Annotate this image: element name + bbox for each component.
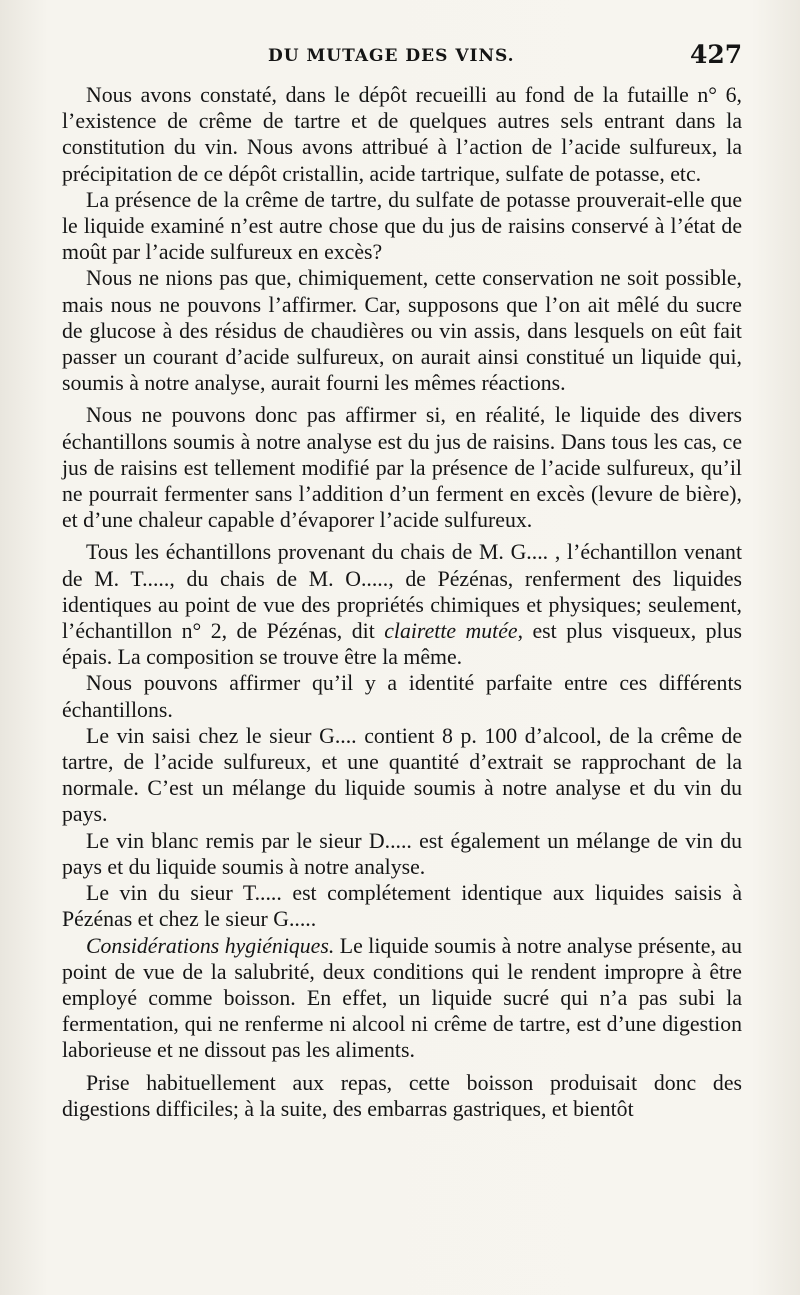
hygiene-text: Le liquide soumis à notre analyse présente, au point de vue de la salubrité, deux conditions qui le rendent impropre à être employé comme boisson. En effet, un liquide sucré qui n’a pas subi la fermentation, qui ne renferme ni alcool ni crême de tartre, est d’une digestion laborieuse et ne dissout pas les aliments. (62, 933, 742, 1063)
running-title: DU MUTAGE DES VINS. (268, 46, 515, 66)
paragraph-sieur-g: Le vin saisi chez le sieur G.... contient 8 p. 100 d’alcool, de la crême de tartre, de l’acide sulfureux, et une quantité d’extrait se rapprochant de la normale. C’est un mélange du liquide soumis à notre analyse et du vin du pays. (62, 723, 742, 827)
paragraph-digestion: Prise habituellement aux repas, cette boisson produisait donc des digestions difficiles; à la suite, des embarras gastriques, et bientôt (62, 1070, 742, 1121)
paragraph-samples (62, 539, 742, 670)
paragraph-hygiene (62, 933, 742, 1064)
samples-text-start: Tous les échantillons provenant du chais de M. G.... , l’échantillon venant de M. T....., du chais de M. O....., de Pézénas, renferment des liquides identiques au point de vue des propriétés chimiques et physiques; seulement, l’échantillon n° 2, de Pézénas, dit (62, 540, 742, 644)
samples-text-end: , est plus visqueux, plus épais. La composition se trouve être la même. (62, 619, 742, 670)
paragraph-tartar-deposit: Nous avons constaté, dans le dépôt recueilli au fond de la futaille n° 6, l’existence de crême de tartre et de quelques autres sels entrant dans la constitution du vin. Nous avons attribué à l’action de l’acide sulfureux, la précipitation de ce dépôt cristallin, acide tartrique, sulfate de potasse, etc. (62, 83, 742, 186)
body-text (62, 82, 742, 1122)
page-number: 427 (690, 40, 743, 69)
paragraph-sieur-d: Le vin blanc remis par le sieur D..... est également un mélange de vin du pays et du liquide soumis à notre analyse. (62, 828, 742, 879)
paragraph-sieur-t: Le vin du sieur T..... est complétement identique aux liquides saisis à Pézénas et chez le sieur G..... (62, 881, 742, 932)
paragraph-identity: Nous pouvons affirmer qu’il y a identité parfaite entre ces différents échantillons. (62, 671, 742, 722)
paragraph-cannot-affirm: Nous ne pouvons donc pas affirmer si, en réalité, le liquide des divers échantillons soumis à notre analyse est du jus de raisins. Dans tous les cas, ce jus de raisins est tellement modifié par la présence de l’acide sulfureux, qu’il ne pourrait fermenter sans l’addition d’un ferment en excès (levure de bière), et d’une chaleur capable d’évaporer l’acide sulfureux. (62, 403, 742, 533)
paragraph-question: La présence de la crême de tartre, du sulfate de potasse prouverait-elle que le liquide examiné n’est autre chose que du jus de raisins conservé à l’état de moût par l’acide sulfureux en excès? (62, 187, 742, 265)
page-header (0, 40, 800, 76)
hygiene-heading: Considérations hygiéniques. (86, 933, 335, 958)
paragraph-chemical-conservation: Nous ne nions pas que, chimiquement, cette conservation ne soit possible, mais nous ne pouvons l’affirmer. Car, supposons que l’on ait mêlé du sucre de glucose à des résidus de chaudières ou vin assis, dans lesquels on eût fait passer un courant d’acide sulfureux, on aurait ainsi constitué un liquide qui, soumis à notre analyse, aurait fourni les mêmes réactions. (62, 266, 742, 396)
clairette-mutee-term: clairette mutée (384, 619, 518, 644)
